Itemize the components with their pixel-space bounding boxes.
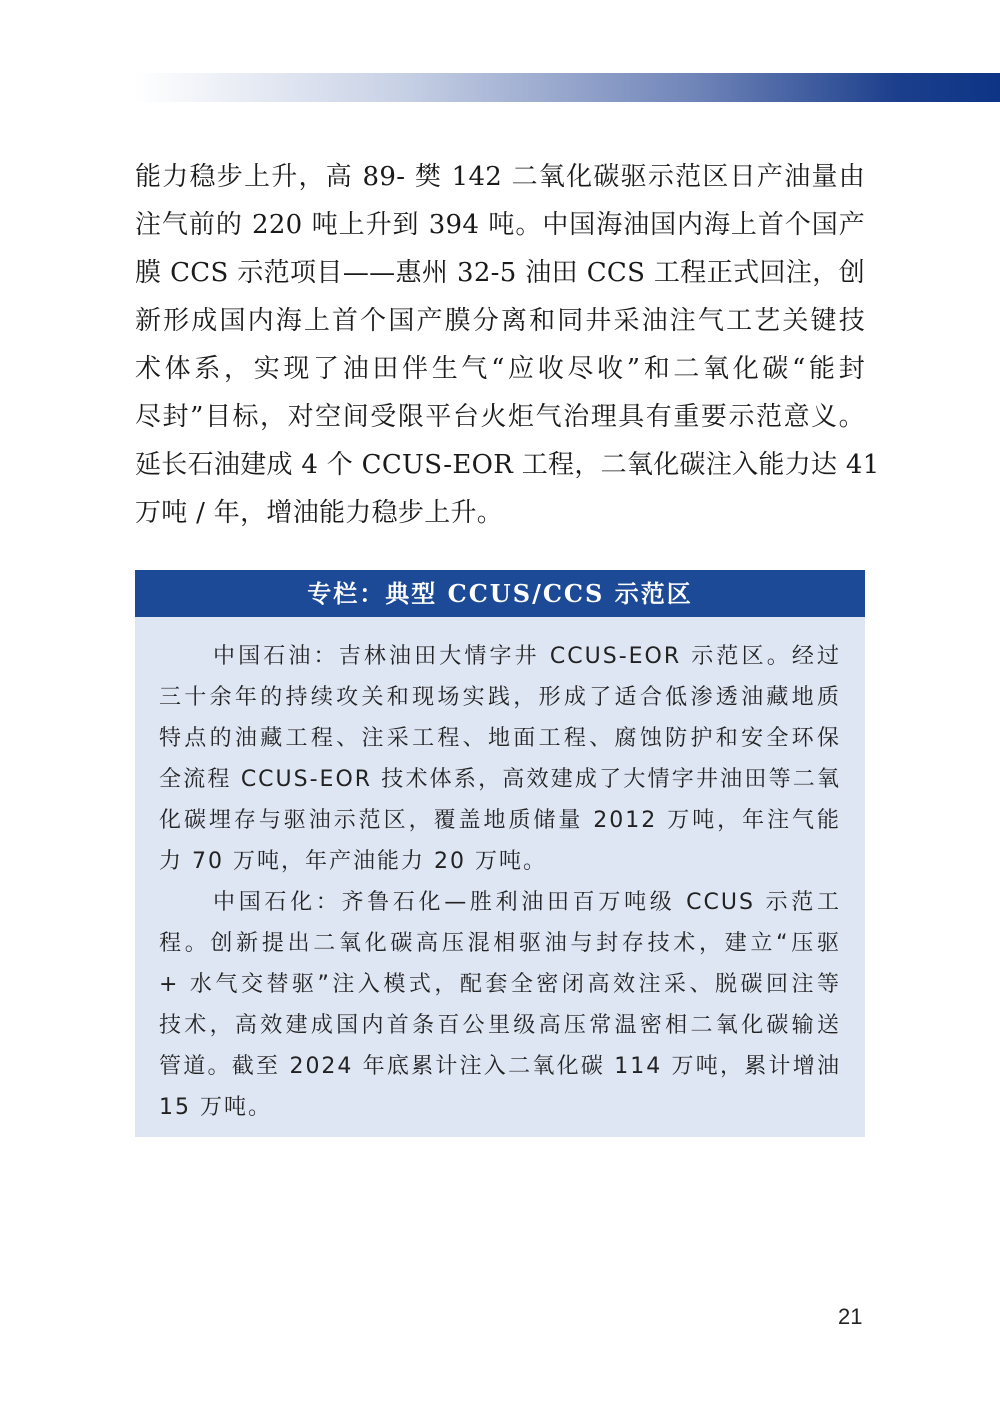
body-line: 术体系，实现了油田伴生气“应收尽收”和二氧化碳“能封 bbox=[135, 354, 865, 384]
sidebar-line: 程。创新提出二氧化碳高压混相驱油与封存技术，建立“压驱 bbox=[159, 931, 841, 956]
sidebar-line: 技术，高效建成国内首条百公里级高压常温密相二氧化碳输送 bbox=[159, 1013, 841, 1038]
page-number: 21 bbox=[838, 1304, 863, 1329]
sidebar-line: 中国石化：齐鲁石化—胜利油田百万吨级 CCUS 示范工 bbox=[213, 890, 841, 915]
sidebar-line: + 水气交替驱”注入模式，配套全密闭高效注采、脱碳回注等 bbox=[159, 972, 841, 997]
sidebar-body bbox=[159, 636, 841, 1128]
body-line: 能力稳步上升，高 89- 樊 142 二氧化碳驱示范区日产油量由 bbox=[135, 162, 865, 192]
header-gradient-band bbox=[135, 73, 1000, 102]
sidebar-line: 15 万吨。 bbox=[159, 1095, 272, 1120]
sidebar-line: 全流程 CCUS-EOR 技术体系，高效建成了大情字井油田等二氧 bbox=[159, 767, 841, 792]
sidebar-line: 特点的油藏工程、注采工程、地面工程、腐蚀防护和安全环保 bbox=[159, 726, 841, 751]
sidebar-line: 力 70 万吨，年产油能力 20 万吨。 bbox=[159, 849, 547, 874]
body-line: 膜 CCS 示范项目——惠州 32-5 油田 CCS 工程正式回注，创 bbox=[135, 258, 865, 288]
sidebar-line: 三十余年的持续攻关和现场实践，形成了适合低渗透油藏地质 bbox=[159, 685, 841, 710]
sidebar-title: 专栏：典型 CCUS/CCS 示范区 bbox=[135, 570, 865, 617]
body-line: 延长石油建成 4 个 CCUS-EOR 工程，二氧化碳注入能力达 41 bbox=[135, 450, 880, 480]
body-line: 新形成国内海上首个国产膜分离和同井采油注气工艺关键技 bbox=[135, 306, 865, 336]
body-line: 尽封”目标，对空间受限平台火炬气治理具有重要示范意义。 bbox=[135, 402, 865, 432]
body-line: 万吨 / 年，增油能力稳步上升。 bbox=[135, 498, 504, 528]
sidebar-line: 中国石油：吉林油田大情字井 CCUS-EOR 示范区。经过 bbox=[213, 644, 841, 669]
body-paragraph bbox=[135, 153, 880, 537]
body-line: 注气前的 220 吨上升到 394 吨。中国海油国内海上首个国产 bbox=[135, 210, 865, 240]
sidebar-line: 化碳埋存与驱油示范区，覆盖地质储量 2012 万吨，年注气能 bbox=[159, 808, 841, 833]
sidebar-box bbox=[135, 570, 865, 1137]
sidebar-line: 管道。截至 2024 年底累计注入二氧化碳 114 万吨，累计增油 bbox=[159, 1054, 841, 1079]
